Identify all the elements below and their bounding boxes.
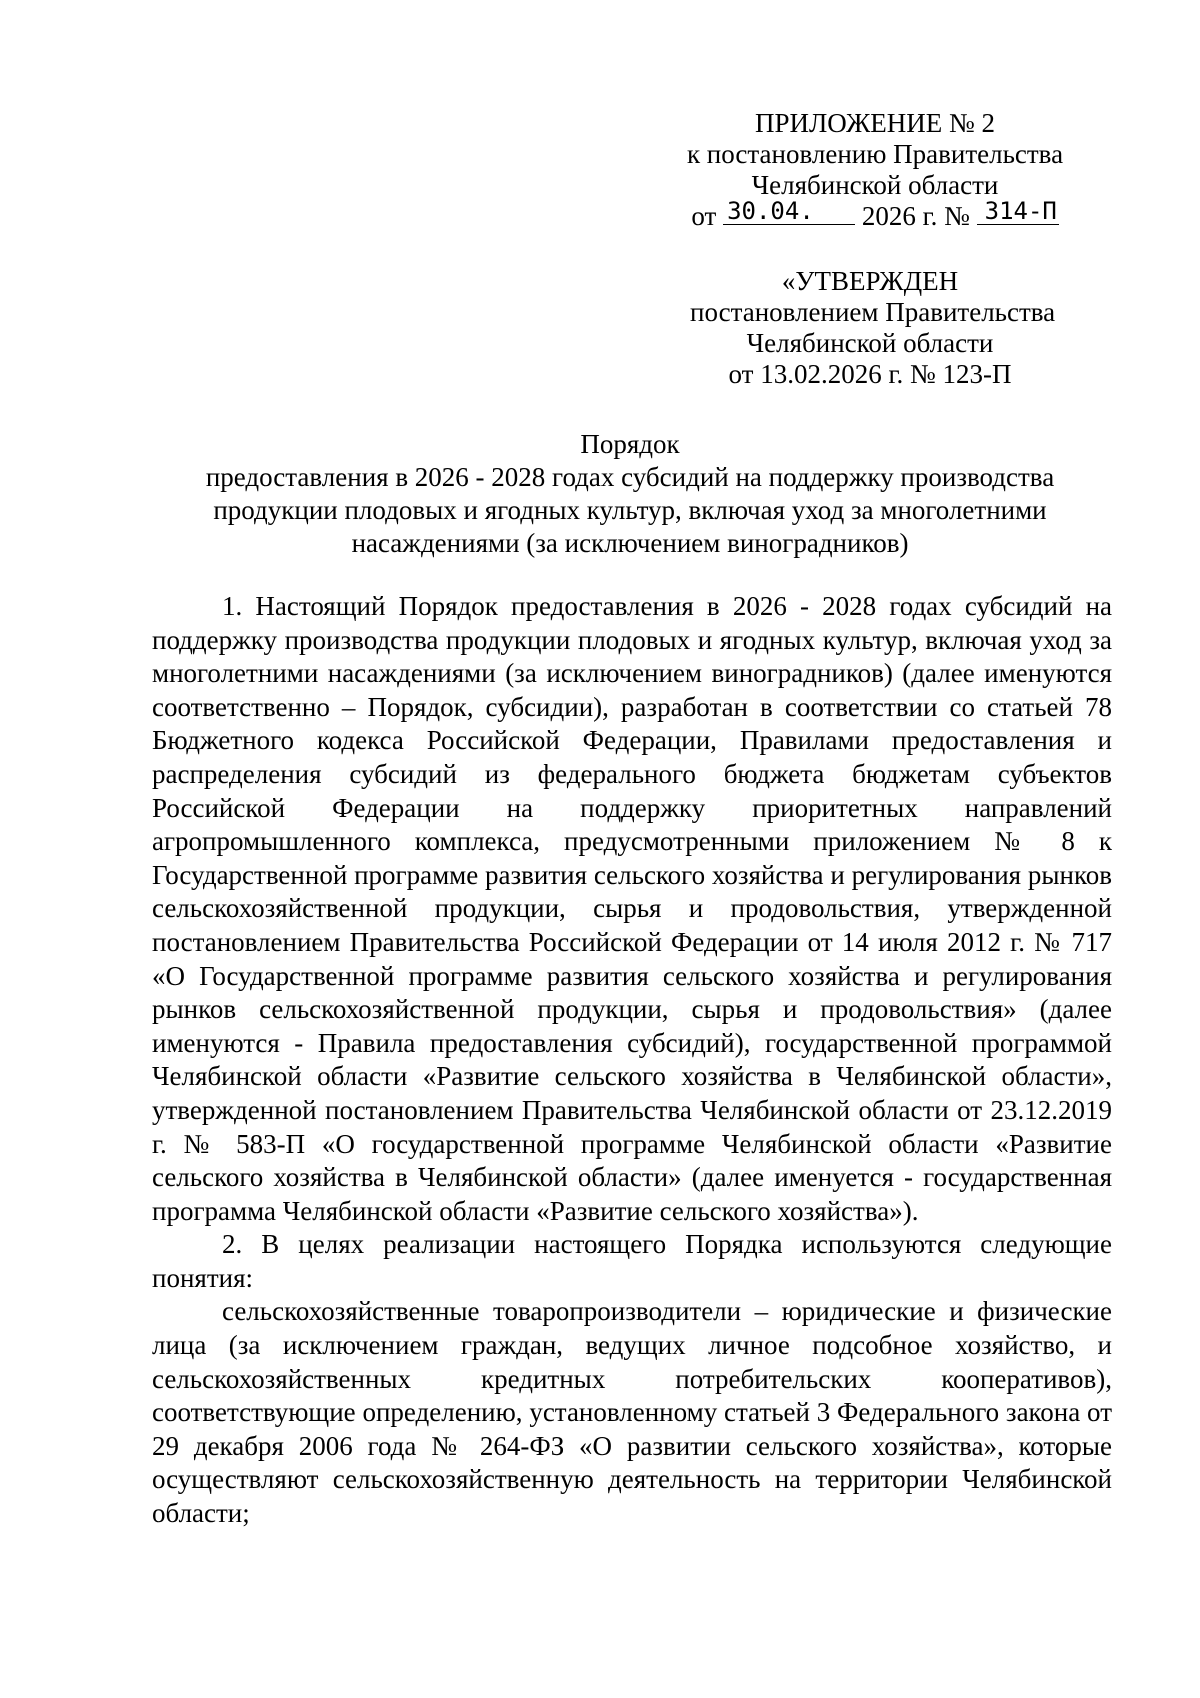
document-body bbox=[152, 590, 1112, 1531]
annex-heading: ПРИЛОЖЕНИЕ № 2 bbox=[754, 108, 996, 138]
annex-line-2: Челябинской области bbox=[751, 170, 999, 200]
title-line-2: продукции плодовых и ягодных культур, включая уход за многолетними bbox=[213, 495, 1047, 525]
annex-number-field: 314-П bbox=[977, 198, 1059, 225]
title-line-1: предоставления в 2026 - 2028 годах субсидий на поддержку производства bbox=[205, 462, 1055, 492]
approved-line-2: Челябинской области bbox=[746, 328, 994, 358]
title-heading: Порядок bbox=[580, 429, 680, 459]
annex-line-1: к постановлению Правительства bbox=[686, 139, 1064, 169]
paragraph-1: 1. Настоящий Порядок предоставления в 2026 - 2028 годах субсидий на поддержку производства продукции плодовых и ягодных культур, включая уход за многолетними насаждениями (за исключением виноградников) (далее именуются соответственно – Порядок, субсидии), разработан в соответствии со статьей 78 Бюджетного кодекса Российской Федерации, Правилами предоставления и распределения субсидий из федерального бюджета бюджетам субъектов Российской Федерации на поддержку приоритетных направлений агропромышленного комплекса, предусмотренными приложением № 8 к Государственной программе развития сельского хозяйства и регулирования рынков сельскохозяйственной продукции, сырья и продовольствия, утвержденной постановлением Правительства Российской Федерации от 14 июля 2012 г. № 717 «О Государственной программе развития сельского хозяйства и регулирования рынков сельскохозяйственной продукции, сырья и продовольствия» (далее именуются - Правила предоставления субсидий), государственной программой Челябинской области «Развитие сельского хозяйства в Челябинской области», утвержденной постановлением Правительства Челябинской области от 23.12.2019 г. № 583-П «О государственной программе Челябинской области «Развитие сельского хозяйства в Челябинской области» (далее именуется - государственная программа Челябинской области «Развитие сельского хозяйства»). bbox=[152, 591, 1112, 1226]
approved-line-3: от 13.02.2026 г. № 123-П bbox=[728, 359, 1012, 389]
title-line-3: насаждениями (за исключением виноградников) bbox=[351, 528, 909, 558]
annex-year-suffix: 2026 г. № bbox=[861, 201, 970, 231]
document-title bbox=[150, 428, 1110, 560]
approved-block bbox=[690, 266, 1056, 390]
annex-date-field: 30.04. bbox=[723, 198, 855, 225]
approved-heading: «УТВЕРЖДЕН bbox=[781, 266, 959, 296]
paragraph-2: 2. В целях реализации настоящего Порядка используются следующие понятия: bbox=[152, 1229, 1112, 1293]
annex-from-prefix: от bbox=[691, 201, 717, 231]
annex-block bbox=[660, 108, 1090, 232]
paragraph-3: сельскохозяйственные товаропроизводители – юридические и физические лица (за исключением граждан, ведущих личное подсобное хозяйство, и сельскохозяйственных кредитных потребительских кооперативов), соответствующие определению, установленному статьей 3 Федерального закона от 29 декабря 2006 года № 264-ФЗ «О развитии сельского хозяйства», которые осуществляют сельскохозяйственную деятельность на территории Челябинской области; bbox=[152, 1296, 1112, 1529]
annex-date-line bbox=[660, 197, 1090, 232]
approved-line-1: постановлением Правительства bbox=[690, 297, 1056, 327]
